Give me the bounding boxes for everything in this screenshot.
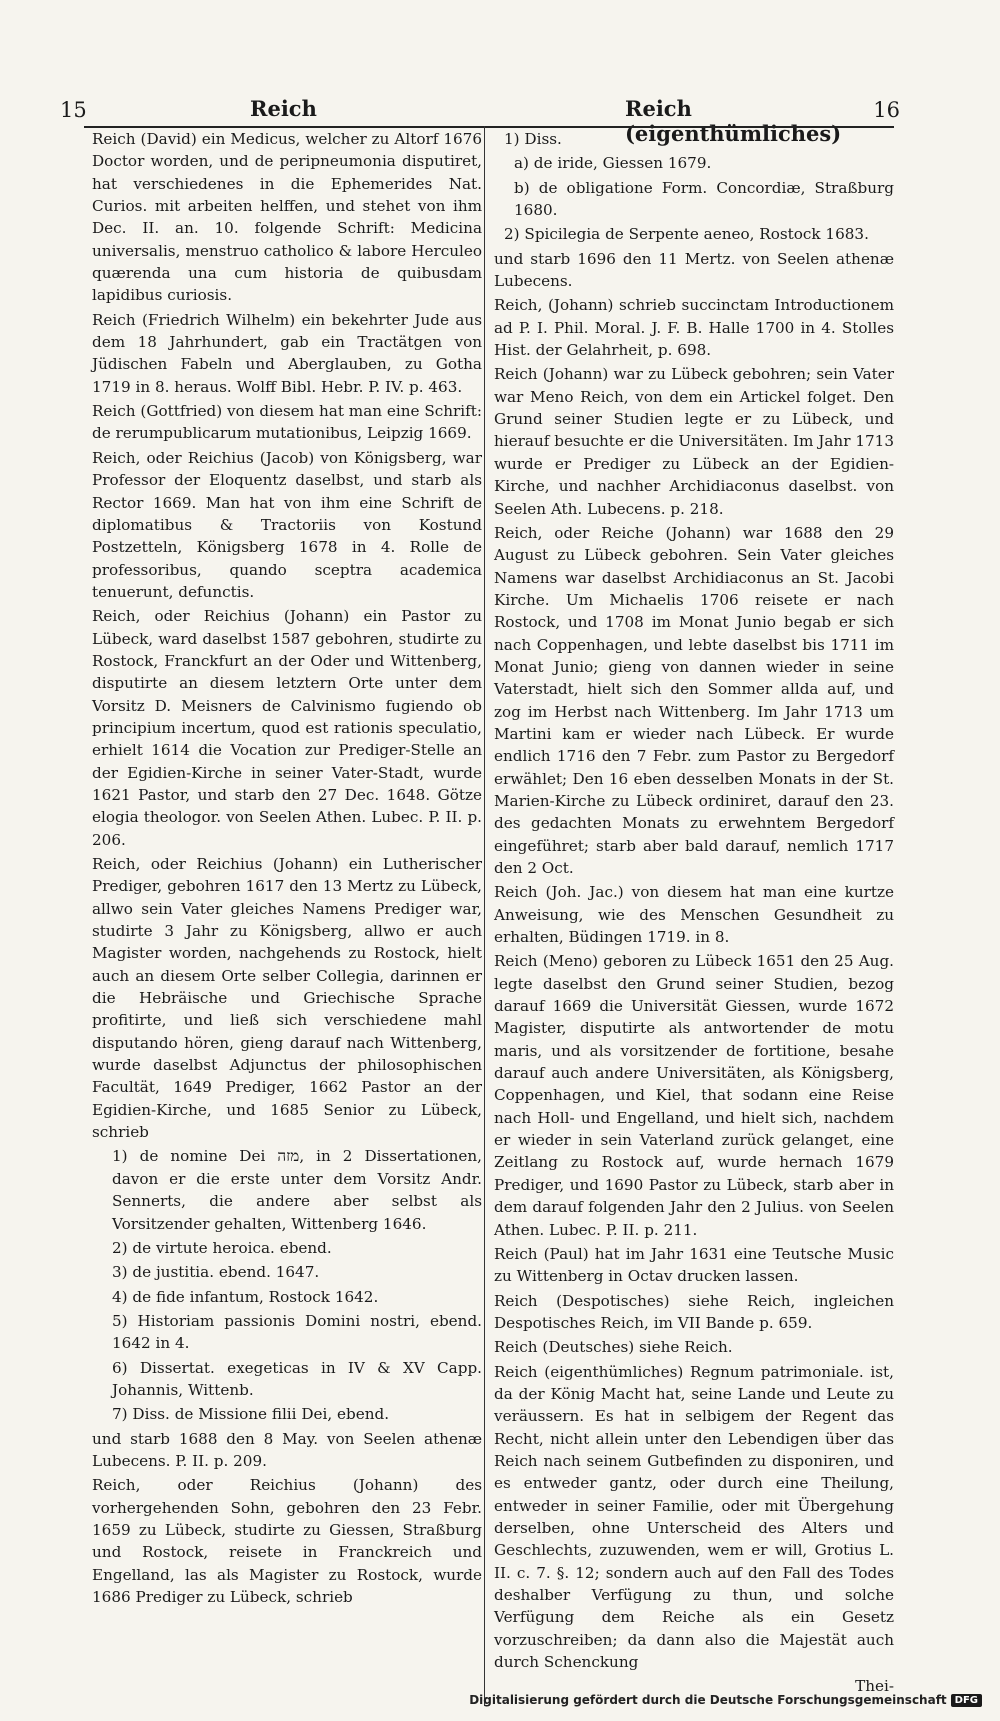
lexicon-entry: Reich (Johann) war zu Lübeck gebohren; sein Vater war Meno Reich, von dem ein Artickel folget. Den Grund seiner Studien legte er zu Lübeck, und hierauf besuchte er die Universitäten. Im Jahr 1713 wurde er Prediger zu Lübeck an der Egidien-Kirche, und nachher Archidiaconus daselbst. von Seelen Ath. Lubecens. p. 218.	[494, 365, 894, 518]
list-item: 7) Diss. de Missione filii Dei, ebend.	[112, 1405, 390, 1424]
list-item: b) de obligatione Form. Concordiæ, Straßburg 1680.	[514, 178, 894, 220]
lexicon-entry: und starb 1696 den 11 Mertz. von Seelen athenæ Lubecens.	[494, 249, 894, 291]
list-item: 1) de nomine Dei מזה, in 2 Dissertationen, davon er die erste unter dem Vorsitz Andr. Sennerts, die andere aber selbst als Vorsitzender gehalten, Wittenberg 1646.	[112, 1147, 482, 1233]
lexicon-entry: Reich (Friedrich Wilhelm) ein bekehrter Jude aus dem 18 Jahrhundert, gab ein Tractätgen von Jüdischen Fabeln und Aberglauben, zu Gotha 1719 in 8. heraus. Wolff Bibl. Hebr. P. IV. p. 463.	[92, 310, 482, 396]
list-item: a) de iride, Giessen 1679.	[514, 154, 712, 173]
running-head-left: Reich	[250, 96, 317, 121]
list-item: 4) de fide infantum, Rostock 1642.	[112, 1287, 379, 1306]
list-item: 2) de virtute heroica. ebend.	[112, 1238, 332, 1257]
lexicon-entry: Reich (Gottfried) von diesem hat man eine Schrift: de rerumpublicarum mutationibus, Leipzig 1669.	[92, 402, 482, 443]
lexicon-entry: Reich (Meno) geboren zu Lübeck 1651 den 25 Aug. legte daselbst den Grund seiner Studien, bezog darauf 1669 die Universität Giessen, wurde 1672 Magister, disputirte als antwortender de motu maris, und als vorsitzender de fortitione, besahe darauf auch andere Universitäten, als Königsberg, Coppenhagen, und Kiel, that sodann eine Reise nach Holl- und Engelland, und hielt sich, nachdem er wieder in sein Vaterland zurück gelanget, eine Zeitlang zu Rostock auf, wurde hernach 1679 Prediger, und 1690 Pastor zu Lübeck, starb aber in dem darauf folgenden Jahr den 2 Julius. von Seelen Athen. Lubec. P. II. p. 211.	[494, 952, 894, 1239]
lexicon-entry: Reich, oder Reiche (Johann) war 1688 den 29 August zu Lübeck gebohren. Sein Vater gleiches Namens war daselbst Archidiaconus an St. Jacobi Kirche. Um Michaelis 1706 reisete er nach Rostock, und 1708 im Monat Junio begab er sich nach Coppenhagen, und lebte daselbst bis 1711 im Monat Junio; gieng von dannen wieder in seine Vaterstadt, hielt sich den Sommer allda auf, und zog im Herbst nach Wittenberg. Im Jahr 1713 um Martini kam er wieder nach Lübeck. Er wurde endlich 1716 den 7 Febr. zum Pastor zu Bergedorf erwählet; Den 16 eben desselben Monats in der St. Marien-Kirche zu Lübeck ordiniret, darauf den 23. des gedachten Monats zu erwehntem Bergedorf eingeführet; starb aber bald darauf, nemlich 1717 den 2 Oct.	[494, 523, 894, 877]
lexicon-entry: Reich (Joh. Jac.) von diesem hat man eine kurtze Anweisung, wie des Menschen Gesundheit zu erhalten, Büdingen 1719. in 8.	[494, 883, 894, 947]
lexicon-entry: Reich (Despotisches) siehe Reich, ingleichen Despotisches Reich, im VII Bande p. 659.	[494, 1291, 894, 1332]
page-number-left: 15	[60, 98, 87, 122]
list-item: 6) Dissertat. exegeticas in IV & XV Capp. Johannis, Wittenb.	[112, 1358, 482, 1399]
lexicon-entry: Reich, oder Reichius (Johann) des vorhergehenden Sohn, gebohren den 23 Febr. 1659 zu Lübeck, studirte zu Giessen, Straßburg und Rostock, reisete in Franckreich und Engelland, las als Magister zu Rostock, wurde 1686 Prediger zu Lübeck, schrieb	[92, 1476, 482, 1606]
list-item: 2) Spicilegia de Serpente aeneo, Rostock 1683.	[504, 225, 869, 244]
lexicon-entry: Reich, oder Reichius (Jacob) von Königsberg, war Professor der Eloquentz daselbst, und starb als Rector 1669. Man hat von ihm eine Schrift de diplomatibus & Tractoriis von Kostund Postzetteln, Königsberg 1678 in 4. Rolle de professoribus, quando sceptra academica tenuerunt, defunctis.	[92, 448, 482, 601]
running-head-right: Reich (eigenthümliches)	[625, 96, 842, 146]
footer-credit	[469, 1693, 982, 1707]
lexicon-entry: Reich (eigenthümliches) Regnum patrimoniale. ist, da der König Macht hat, seine Lande und Leute zu veräussern. Es hat in selbigem der Regent das Recht, nicht allein unter den Lebendigen über das Reich nach seinem Gutbefinden zu disponiren, und es entweder gantz, oder durch eine Theilung, entweder in seiner Familie, oder mit Übergehung derselben, ohne Unterscheid des Alters und Geschlechts, zuzuwenden, wem er will, Grotius L. II. c. 7. §. 12; sondern auch auf den Fall des Todes deshalber Verfügung zu thun, und solche Verfügung dem Reiche als ein Gesetz vorzuschreiben; da dann also die Majestät auch durch Schenckung	[494, 1362, 894, 1672]
left-column	[92, 128, 482, 1610]
lexicon-entry: Reich, (Johann) schrieb succinctam Introductionem ad P. I. Phil. Moral. J. F. B. Halle 1700 in 4. Stolles Hist. der Gelahrheit, p. 698.	[494, 296, 894, 360]
column-divider	[484, 126, 485, 1706]
lexicon-entry: Reich (Deutsches) siehe Reich.	[494, 1338, 733, 1357]
dfg-logo: DFG	[951, 1694, 982, 1707]
lexicon-entry: Reich (David) ein Medicus, welcher zu Altorf 1676 Doctor worden, und de peripneumonia disputiret, hat verschiedenes in die Ephemerides Nat. Curios. mit arbeiten helffen, und stehet von ihm Dec. II. an. 10. folgende Schrift: Medicina universalis, menstruo catholico & labore Herculeo quærenda una cum historia de quibusdam lapidibus curiosis.	[92, 130, 482, 305]
lexicon-entry: Reich, oder Reichius (Johann) ein Lutherischer Prediger, gebohren 1617 den 13 Mertz zu Lübeck, allwo sein Vater gleiches Namens Prediger war, studirte 3 Jahr zu Königsberg, allwo er auch Magister worden, nachgehends zu Rostock, hielt auch an diesem Orte selber Collegia, darinnen er die Hebräische und Griechische Sprache profitirte, und ließ sich verschiedene mahl disputando hören, gieng darauf nach Wittenberg, wurde daselbst Adjunctus der philosophischen Facultät, 1649 Prediger, 1662 Pastor an der Egidien-Kirche, und 1685 Senior zu Lübeck, schrieb	[92, 855, 482, 1142]
page-number-right: 16	[873, 98, 900, 122]
list-item: 5) Historiam passionis Domini nostri, ebend. 1642 in 4.	[112, 1311, 482, 1353]
catchword: Thei-	[855, 1677, 894, 1696]
lexicon-entry: Reich (Paul) hat im Jahr 1631 eine Teutsche Music zu Wittenberg in Octav drucken lassen.	[494, 1244, 894, 1286]
list-item: 1) Diss.	[504, 130, 562, 148]
list-item: 3) de justitia. ebend. 1647.	[112, 1263, 320, 1282]
lexicon-entry: und starb 1688 den 8 May. von Seelen athenæ Lubecens. P. II. p. 209.	[92, 1429, 482, 1470]
right-column	[494, 128, 894, 1700]
footer-text: Digitalisierung gefördert durch die Deutsche Forschungsgemeinschaft	[469, 1693, 947, 1707]
lexicon-entry: Reich, oder Reichius (Johann) ein Pastor zu Lübeck, ward daselbst 1587 gebohren, studirte zu Rostock, Franckfurt an der Oder und Wittenberg, disputirte an diesem letztern Orte unter dem Vorsitz D. Meisners de Calvinismo fugiendo ob principium incertum, quod est rationis speculatio, erhielt 1614 die Vocation zur Prediger-Stelle an der Egidien-Kirche in seiner Vater-Stadt, wurde 1621 Pastor, und starb den 27 Dec. 1648. Götze elogia theologor. von Seelen Athen. Lubec. P. II. p. 206.	[92, 607, 482, 849]
